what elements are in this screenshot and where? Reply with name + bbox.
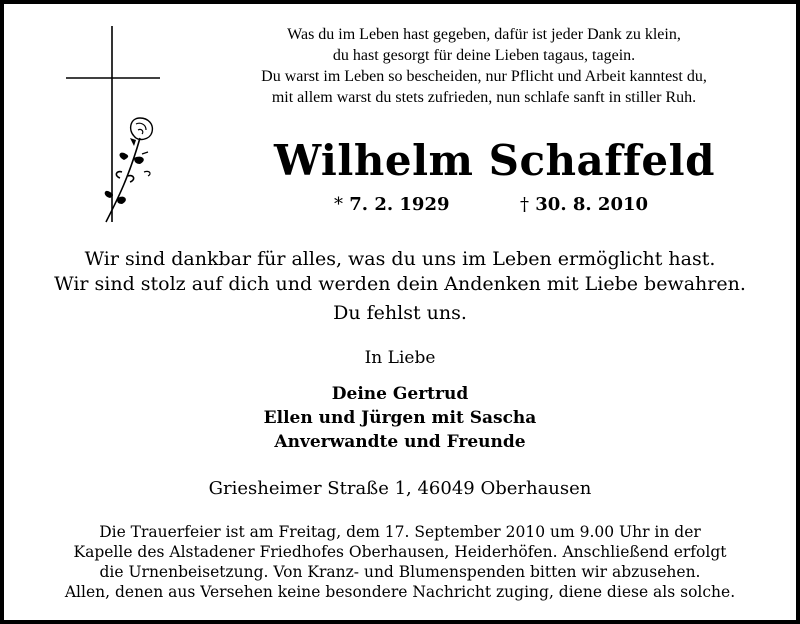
signers	[4, 382, 796, 454]
signer-line: Anverwandte und Freunde	[274, 432, 526, 452]
death-dagger-icon: †	[520, 194, 529, 215]
rose-icon	[100, 114, 164, 224]
birth-date: 7. 2. 1929	[349, 194, 450, 215]
family-address: Griesheimer Straße 1, 46049 Oberhausen	[208, 478, 592, 499]
message-line: Wir sind dankbar für alles, was du uns im Leben ermöglicht hast.	[84, 248, 716, 270]
signer-line: Deine Gertrud	[331, 384, 469, 404]
death-date: 30. 8. 2010	[535, 194, 649, 215]
death-date-line	[520, 194, 648, 215]
notice-line: die Urnenbeisetzung. Von Kranz- und Blumenspenden bitten wir abzusehen.	[99, 563, 701, 581]
poem-line: Du warst im Leben so bescheiden, nur Pflicht und Arbeit kanntest du,	[261, 68, 707, 85]
birth-star-icon: *	[334, 194, 343, 215]
notice-line: Die Trauerfeier ist am Freitag, dem 17. September 2010 um 9.00 Uhr in der	[99, 523, 701, 541]
funeral-notice	[4, 522, 796, 602]
message-line: Wir sind stolz auf dich und werden dein Andenken mit Liebe bewahren.	[54, 273, 746, 295]
in-love-line: In Liebe	[364, 348, 436, 368]
deceased-name: Wilhelm Schaffeld	[274, 136, 715, 185]
signer-line: Ellen und Jürgen mit Sascha	[263, 408, 537, 428]
poem-line: Was du im Leben hast gegeben, dafür ist jeder Dank zu klein,	[287, 26, 681, 43]
missing-line: Du fehlst uns.	[333, 302, 467, 324]
notice-line: Kapelle des Alstadener Friedhofes Oberhausen, Heiderhöfen. Anschließend erfolgt	[73, 543, 727, 561]
birth-date-line	[334, 194, 450, 215]
poem	[154, 24, 800, 108]
gratitude-message	[4, 247, 796, 297]
poem-line: mit allem warst du stets zufrieden, nun schlafe sanft in stiller Ruh.	[271, 89, 697, 106]
notice-line: Allen, denen aus Versehen keine besondere Nachricht zuging, diene diese als solche.	[64, 583, 736, 601]
poem-line: du hast gesorgt für deine Lieben tagaus, tagein.	[332, 47, 636, 64]
